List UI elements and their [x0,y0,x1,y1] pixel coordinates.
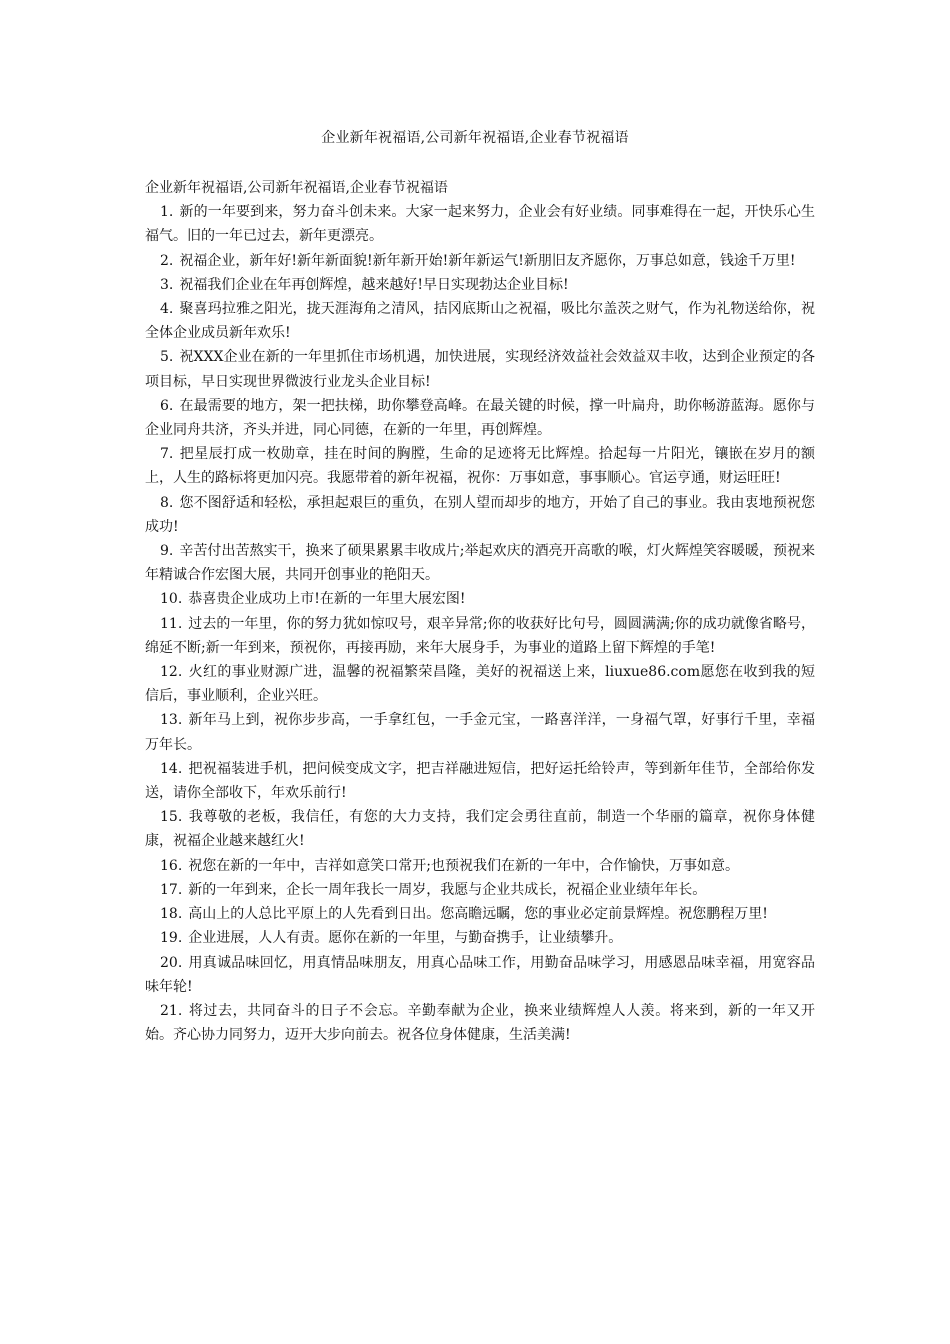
item-text: 恭喜贵企业成功上市!在新的一年里大展宏图! [188,591,466,608]
list-item [145,660,815,708]
item-text: 把祝福装进手机，把问候变成文字，把吉祥融进短信，把好运托给铃声，等到新年佳节，全部给你发送，请你全部收下，年欢乐前行! [145,760,815,802]
item-text: 新的一年到来，企长一周年我长一周岁，我愿与企业共成长，祝福企业业绩年年长。 [188,881,707,898]
list-item [145,491,815,539]
item-number: 6. [160,397,174,414]
document-subtitle: 企业新年祝福语,公司新年祝福语,企业春节祝福语 [145,180,448,196]
list-item [145,926,815,950]
item-number: 7. [160,446,174,463]
list-item [145,999,815,1047]
list-item [145,249,815,273]
item-number: 10. [160,591,183,608]
item-number: 17. [160,881,183,898]
item-number: 13. [160,712,183,729]
list-item [145,805,815,853]
item-number: 15. [160,809,183,826]
item-number: 16. [160,857,183,874]
item-number: 20. [160,954,183,971]
list-item [145,708,815,756]
list-item [145,297,815,345]
list-item [145,200,815,248]
item-text: 过去的一年里，你的努力犹如惊叹号，艰辛异常;你的收获好比句号，圆圆满满;你的成功就像省略号，绵延不断;新一年到来，预祝你，再接再励，来年大展身手，为事业的道路上留下辉煌的手笔! [145,615,815,656]
item-number: 2. [160,252,174,269]
item-text: 聚喜玛拉雅之阳光，拢天涯海角之清风，拮冈底斯山之祝福，吸比尔盖茨之财气，作为礼物送给你，祝全体企业成员新年欢乐! [145,301,815,342]
list-item [145,273,815,297]
item-text: 企业进展，人人有责。愿你在新的一年里，与勤奋携手，让业绩攀升。 [188,930,623,947]
item-number: 18. [160,906,183,923]
item-text: 您不图舒适和轻松，承担起艰巨的重负，在别人望而却步的地方，开始了自己的事业。我由衷地预祝您成功! [145,494,815,535]
list-item [145,951,815,999]
item-text: 用真诚品味回忆，用真情品味朋友，用真心品味工作，用勤奋品味学习，用感恩品味幸福，用宽容品味年轮! [145,954,815,995]
item-text: 祝XXX企业在新的一年里抓住市场机遇，加快进展，实现经济效益社会效益双丰收，达到企业预定的各项目标，早日实现世界微波行业龙头企业目标! [145,349,815,390]
item-text: 祝福我们企业在年再创辉煌，越来越好!早日实现勃达企业目标! [179,276,569,293]
document-body [145,176,815,1047]
item-text: 我尊敬的老板，我信任，有您的大力支持，我们定会勇往直前，制造一个华丽的篇章，祝你身体健康，祝福企业越来越红火! [145,809,815,850]
item-number: 12. [160,664,183,681]
item-text: 祝您在新的一年中，吉祥如意笑口常开;也预祝我们在新的一年中，合作愉快，万事如意。 [188,857,739,874]
item-text: 高山上的人总比平原上的人先看到日出。您高瞻远瞩，您的事业必定前景辉煌。祝您鹏程万里! [188,906,768,923]
item-text: 在最需要的地方，架一把扶梯，助你攀登高峰。在最关键的时候，撑一叶扁舟，助你畅游蓝海。愿你与企业同舟共济，齐头并进，同心同德，在新的一年里，再创辉煌。 [145,397,815,439]
item-number: 9. [160,543,174,560]
item-text: 将过去，共同奋斗的日子不会忘。辛勤奉献为企业，换来业绩辉煌人人羡。将来到，新的一年又开始。齐心协力同努力，迈开大步向前去。祝各位身体健康，生活美满! [145,1002,815,1044]
item-text: 把星辰打成一枚勋章，挂在时间的胸膛，生命的足迹将无比辉煌。拾起每一片阳光，镶嵌在岁月的额上，人生的路标将更加闪亮。我愿带着的新年祝福，祝你：万事如意，事事顺心。官运亨通，财运旺旺! [145,446,815,487]
list-item [145,345,815,393]
list-item [145,854,815,878]
item-number: 5. [160,349,174,366]
item-number: 19. [160,930,183,947]
document-title: 企业新年祝福语,公司新年祝福语,企业春节祝福语 [321,130,629,146]
list-item [145,612,815,660]
item-text: 辛苦付出苦熬实干，换来了硕果累累丰收成片;举起欢庆的酒亮开高歌的喉，灯火辉煌笑容暖暖，预祝来年精诚合作宏图大展，共同开创事业的艳阳天。 [145,543,815,584]
item-number: 14. [160,760,183,777]
item-number: 11. [160,615,183,632]
item-text: 火红的事业财源广进，温馨的祝福繁荣昌隆，美好的祝福送上来，liuxue86.com愿您在收到我的短信后，事业顺利，企业兴旺。 [145,664,815,705]
list-item [145,394,815,442]
item-number: 8. [160,494,174,511]
item-number: 1. [160,204,174,221]
list-item [145,878,815,902]
list-item [145,442,815,490]
list-item [145,539,815,587]
item-number: 4. [160,301,174,318]
list-item [145,757,815,805]
item-number: 3. [160,276,174,293]
item-text: 新的一年要到来，努力奋斗创未来。大家一起来努力，企业会有好业绩。同事难得在一起，开快乐心生福气。旧的一年已过去，新年更漂亮。 [145,204,815,245]
list-item [145,902,815,926]
item-text: 新年马上到，祝你步步高，一手拿红包，一手金元宝，一路喜洋洋，一身福气罩，好事行千里，幸福万年长。 [145,712,815,753]
list-item [145,587,815,611]
item-text: 祝福企业，新年好!新年新面貌!新年新开始!新年新运气!新朋旧友齐愿你，万事总如意，钱途千万里! [179,252,796,269]
item-number: 21. [160,1002,183,1019]
